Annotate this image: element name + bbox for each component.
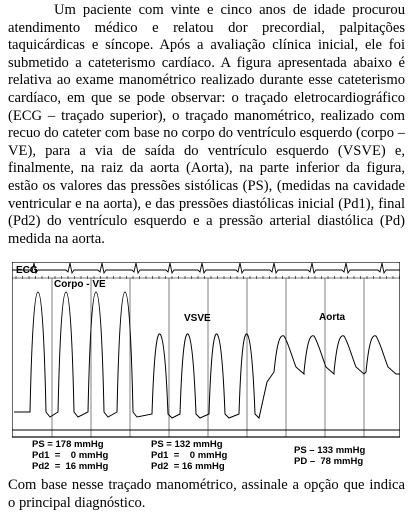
ecg-trace (12, 263, 400, 273)
label-corpo-ve: Corpo - VE (54, 279, 106, 290)
ecg-label: ECG (16, 265, 38, 276)
aorta-pd: PD – 78 mmHg (294, 456, 364, 467)
manometry-figure (12, 262, 400, 472)
corpo-ve-pd2: Pd2 = 16 mmHg (32, 461, 109, 472)
vsve-pd2: Pd2 = 16 mmHg (151, 461, 225, 472)
label-aorta: Aorta (319, 312, 346, 323)
vsve-pd1: Pd1 = 0 mmHg (151, 450, 228, 461)
vsve-ps: PS = 132 mmHg (151, 439, 223, 450)
aorta-ps: PS – 133 mmHg (294, 445, 366, 456)
corpo-ve-ps: PS = 178 mmHg (32, 439, 104, 450)
question-paragraph: Com base nesse traçado manométrico, assinale a opção que indica o principal diagnóstico. (8, 477, 405, 511)
pressure-line (14, 292, 400, 418)
ecg-line (12, 263, 400, 273)
label-vsve: VSVE (184, 313, 211, 324)
corpo-ve-pd1: Pd1 = 0 mmHg (32, 450, 109, 461)
intro-paragraph: Um paciente com vinte e cinco anos de idade procurou atendimento médico e relatou dor precordial, palpitações taquicárdicas e síncope. Após a avaliação clínica inicial, ele foi submetido a cateterismo cardíaco. A figura apresentada abaixo é relativa ao exame manométrico realizado durante esse cateterismo cardíaco, em que se pode observar: o traçado eletrocardiográfico (ECG – traçado superior), o traçado manométrico, realizado com recuo do cateter com base no corpo do ventrículo esquerdo (corpo – VE), para a via de saída do ventrículo esquerdo (VSVE) e, finalmente, na raiz da aorta (Aorta), na parte inferior da figura, estão os valores das pressões sistólicas (PS), (medidas na cavidade ventricular e na aorta), e das pressões diastólicas inicial (Pd1), final (Pd2) do ventrículo esquerdo e a pressão arterial diastólica (Pd) medida na aorta. (8, 2, 405, 247)
pressure-trace (14, 292, 400, 418)
